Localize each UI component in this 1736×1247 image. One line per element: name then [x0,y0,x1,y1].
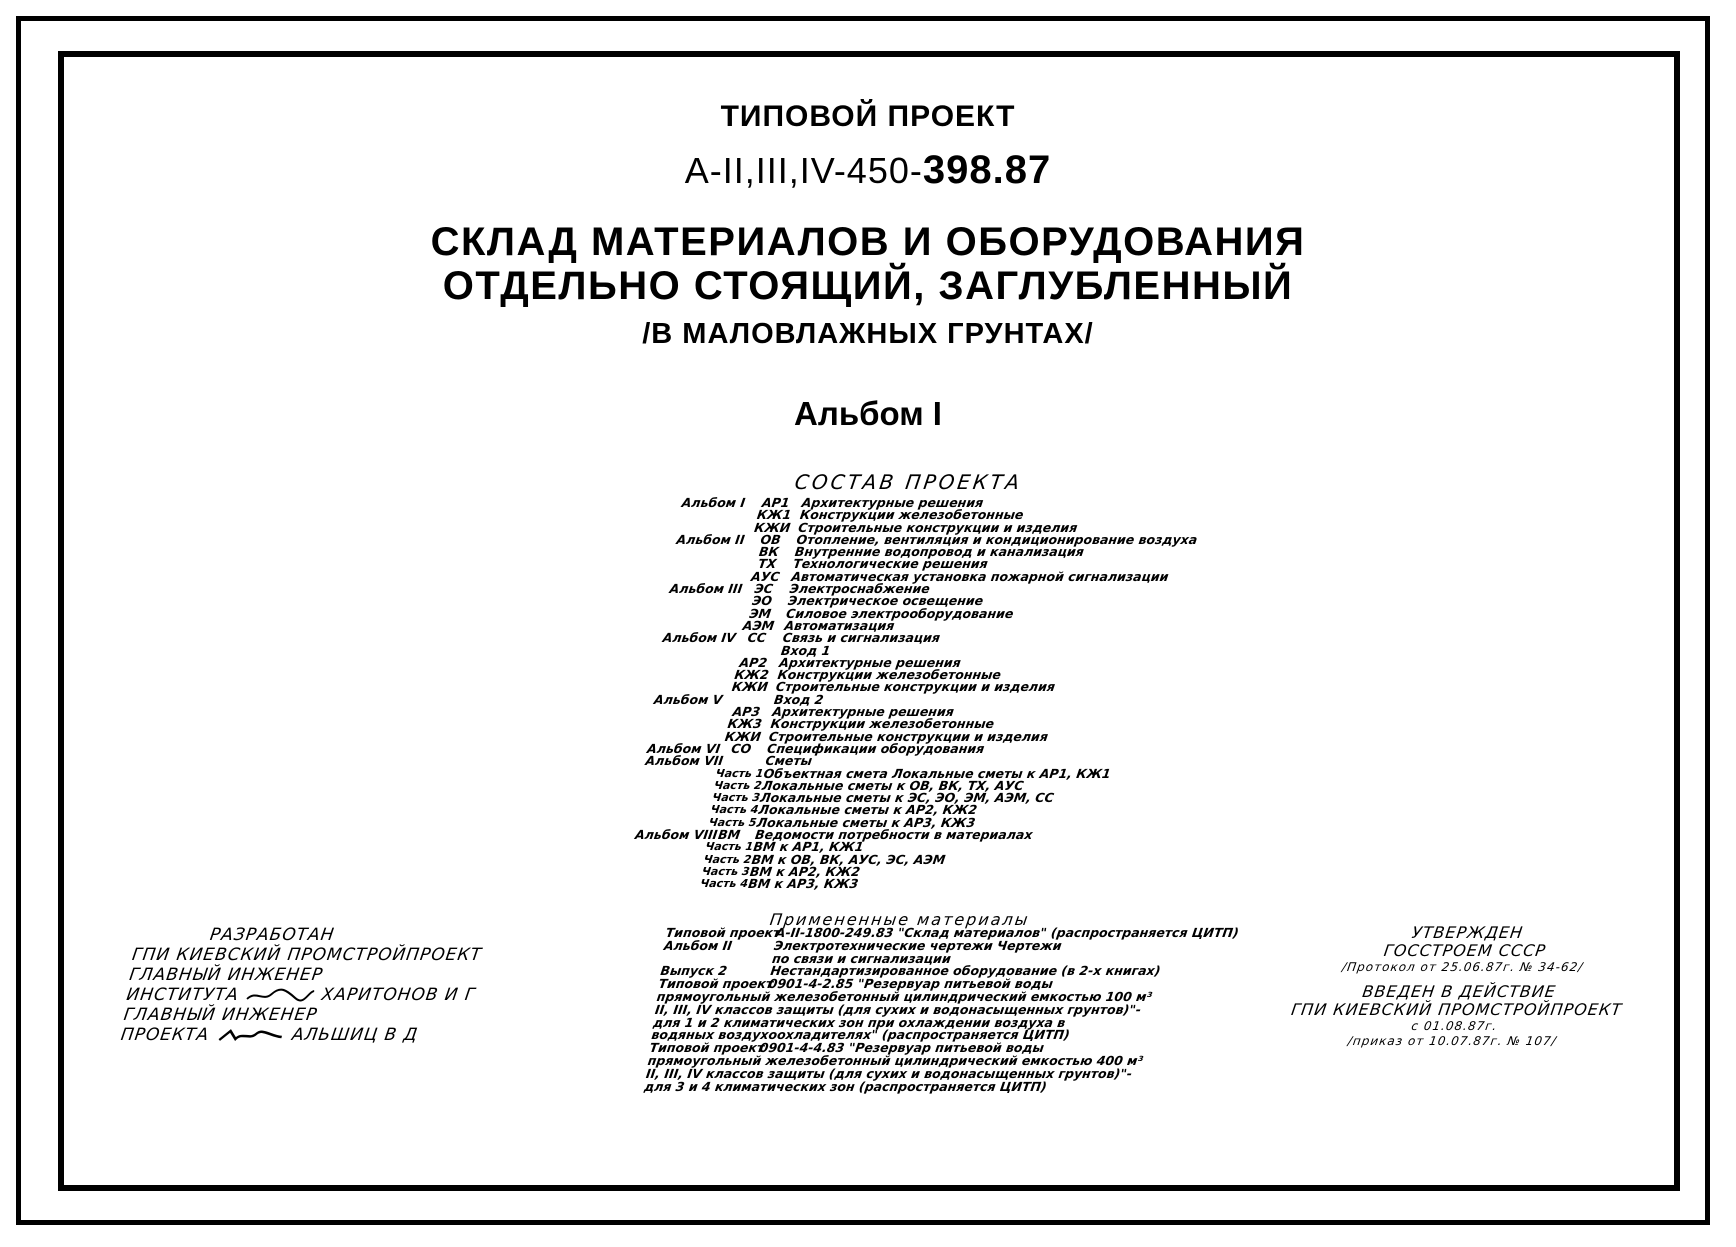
section-description: Архитектурные решения [800,495,985,510]
section-description: Строительные конструкции и изделия [797,519,1079,535]
section-description: Конструкции железобетонные [776,667,1003,683]
part-description: ВМ к АР3, КЖ3 [747,876,860,892]
material-text: для 3 и 4 климатических зон (распространяется ЦИТП) [643,1078,1048,1094]
material-label: Типовой проект [664,925,782,940]
section-code: АР2 [738,654,769,670]
section-description: Ведомости потребности в материалах [754,827,1034,843]
section-code: КЖ2 [733,667,770,683]
developer-org: ГПИ КИЕВСКИЙ ПРОМСТРОЙПРОЕКТ [130,945,484,965]
part-number: Часть 1 [704,840,755,854]
section-code: ЭО [751,593,774,609]
material-label: Типовой проект [657,976,775,992]
material-row [663,937,1245,953]
project-type-label: ТИПОВОЙ ПРОЕКТ [720,100,1016,133]
section-code: АР3 [731,704,762,720]
section-description: Автоматическая установка пожарной сигнализации [790,568,1170,584]
composition-title: СОСТАВ ПРОЕКТА [793,470,1024,494]
approval-by: ГОССТРОЕМ СССР [1382,941,1548,960]
section-code: АЭМ [741,617,776,633]
section-description: Электроснабжение [788,581,931,597]
album-number: Альбом VIII [634,827,719,843]
material-text: по связи и сигнализации [771,950,952,966]
part-number: Часть 2 [702,852,753,866]
section-description: Автоматизация [783,617,896,633]
part-description: ВМ к АР2, КЖ2 [748,863,862,879]
developer-block [120,925,487,1045]
section-code: АР1 [761,495,791,510]
material-text: прямоугольный железобетонный цилиндрический емкостью 100 м³ [655,988,1154,1004]
section-code: ЭС [753,581,775,597]
part-description: Локальные сметы к АР3, КЖ3 [755,814,977,830]
part-number: Часть 3 [711,791,761,805]
part-description: Локальные сметы к АР2, КЖ2 [757,802,979,818]
project-code [0,148,1736,193]
title-line-1: СКЛАД МАТЕРИАЛОВ И ОБОРУДОВАНИЯ [430,220,1306,264]
section-code: СС [746,630,768,646]
material-text: прямоугольный железобетонный цилиндрический емкостью 400 м³ [646,1052,1145,1068]
section-description: Электрическое освещение [786,593,985,609]
signature-haritonov [244,988,316,1002]
title-line-2: ОТДЕЛЬНО СТОЯЩИЙ, ЗАГЛУБЛЕННЫЙ [442,264,1294,308]
section-description: Вход 2 [773,691,825,707]
approval-title: УТВЕРЖДЕН [1410,923,1525,942]
intro-org: ГПИ КИЕВСКИЙ ПРОМСТРОЙПРОЕКТ [1290,1000,1624,1019]
composition-row [671,568,1193,584]
approval-protocol: /Протокол от 25.06.87г. № 34-62/ [1341,960,1585,974]
part-description: Локальные сметы к ЭС, ЭО, ЭМ, АЭМ, СС [759,790,1055,806]
section-description: Спецификации оборудования [766,740,986,756]
section-description: Строительные конструкции и изделия [774,679,1057,695]
part-number: Часть 5 [708,815,758,829]
section-code: КЖ3 [726,716,763,732]
section-code: ВМ [717,827,742,843]
material-text: водяных воздухоохладителях" (распространяется ЦИТП) [650,1027,1071,1043]
intro-date: с 01.08.87г. [1410,1019,1499,1033]
section-description: Конструкции железобетонные [769,716,996,732]
chief-engineer-name-line [125,985,477,1005]
project-chief-role: ГЛАВНЫЙ ИНЖЕНЕР [122,1005,319,1025]
section-description: Архитектурные решения [771,704,955,720]
materials-title: Примененные материалы [768,910,1031,929]
material-text: для 1 и 2 климатических зон при охлаждении воздуха в [652,1014,1067,1030]
composition-list [627,497,1202,891]
material-text: II, III, IV классов защиты (для сухих и водонасыщенных грунтов)"- [645,1065,1134,1081]
vm-part-row [627,878,1149,890]
album-number: Альбом III [668,581,744,597]
intro-title: ВВЕДЕН В ДЕЙСТВИЕ [1361,982,1558,1001]
album-label: Альбом I [794,395,942,432]
part-number: Часть 4 [709,803,760,817]
part-number: Часть 1 [714,766,765,780]
part-description: Объектная смета Локальные сметы к АР1, КЖ1 [762,765,1112,781]
part-description: ВМ к ОВ, ВК, АУС, ЭС, АЭМ [750,851,947,867]
developer-title: РАЗРАБОТАН [208,925,336,945]
project-chief-name-line [120,1025,472,1045]
material-text: II, III, IV классов защиты (для сухих и водонасыщенных грунтов)"- [654,1001,1143,1017]
material-text: Электротехнические чертежи Чертежи [773,937,1063,953]
material-text: А-II-1800-249.83 "Склад материалов" (распространяется ЦИТП) [774,925,1240,940]
developer-title-line [134,925,486,945]
section-description: Вход 1 [780,642,832,658]
developer-org-line [131,945,483,965]
material-text: 0901-4-2.85 "Резервуар питьевой воды [767,976,1054,992]
part-number: Часть 3 [701,864,751,878]
part-number: Часть 4 [699,877,749,891]
part-number: Часть 2 [713,778,763,792]
intro-order: /приказ от 10.07.87г. № 107/ [1346,1034,1558,1048]
material-label: Выпуск 2 [659,963,729,979]
project-code-prefix: А-II,III,IV-450- [684,150,923,191]
section-code: ТХ [757,556,778,572]
section-description: Сметы [764,753,814,769]
album-number: Альбом II [675,531,746,547]
signature-alshits [215,1028,287,1042]
section-description: Связь и сигнализация [781,630,942,646]
material-text: Нестандартизированное оборудование (в 2-х книгах) [769,963,1162,979]
section-code: АУС [750,568,781,584]
project-code-number: 398.87 [922,148,1052,192]
section-description: Отопление, вентиляция и кондиционирование воздуха [795,531,1199,547]
material-text: 0901-4-4.83 "Резервуар питьевой воды [758,1040,1046,1056]
chief-engineer-role: ГЛАВНЫЙ ИНЖЕНЕР [128,965,325,985]
section-description: Архитектурные решения [778,654,962,670]
material-label: Альбом II [663,937,734,953]
project-chief-role-line [122,1005,474,1025]
composition-row [655,681,1177,693]
section-code: КЖИ [753,519,792,535]
section-code: КЖИ [730,679,769,695]
approval-block [1281,924,1639,1049]
album-number: Альбом V [653,691,724,707]
section-description: Строительные конструкции и изделия [767,728,1050,744]
section-description: Конструкции железобетонные [799,507,1025,523]
chief-engineer-role-line [128,965,480,985]
section-code: ЭМ [748,605,773,621]
material-row [643,1078,1225,1094]
section-description: Силовое электрооборудование [785,605,1015,621]
part-description: ВМ к АР1, КЖ1 [752,839,865,855]
section-code: ОВ [759,531,782,547]
album-number: Альбом IV [661,630,737,646]
composition-row [662,632,1184,644]
material-label: Типовой проект [648,1040,766,1056]
chief-engineer-name: ХАРИТОНОВ И Г [320,985,477,1005]
album-number: Альбом VI [646,740,722,756]
album-number: Альбом I [680,495,747,510]
chief-engineer-role-institute: ИНСТИТУТА [125,985,241,1005]
part-description: Локальные сметы к ОВ, ВК, ТХ, АУС [761,777,1025,793]
album-number: Альбом VII [644,753,725,769]
project-chief-name: АЛЬШИЦ В Д [290,1025,420,1045]
materials-list [643,927,1246,1093]
section-code: КЖИ [723,728,763,744]
section-code: КЖ1 [755,507,793,523]
section-description: Технологические решения [792,556,989,572]
section-code: ВК [758,544,780,560]
section-description: Внутренние водопровод и канализация [793,544,1085,560]
section-code: СО [730,740,753,756]
project-chief-role-project: ПРОЕКТА [119,1025,211,1045]
subtitle: /В МАЛОВЛАЖНЫХ ГРУНТАХ/ [642,318,1094,350]
